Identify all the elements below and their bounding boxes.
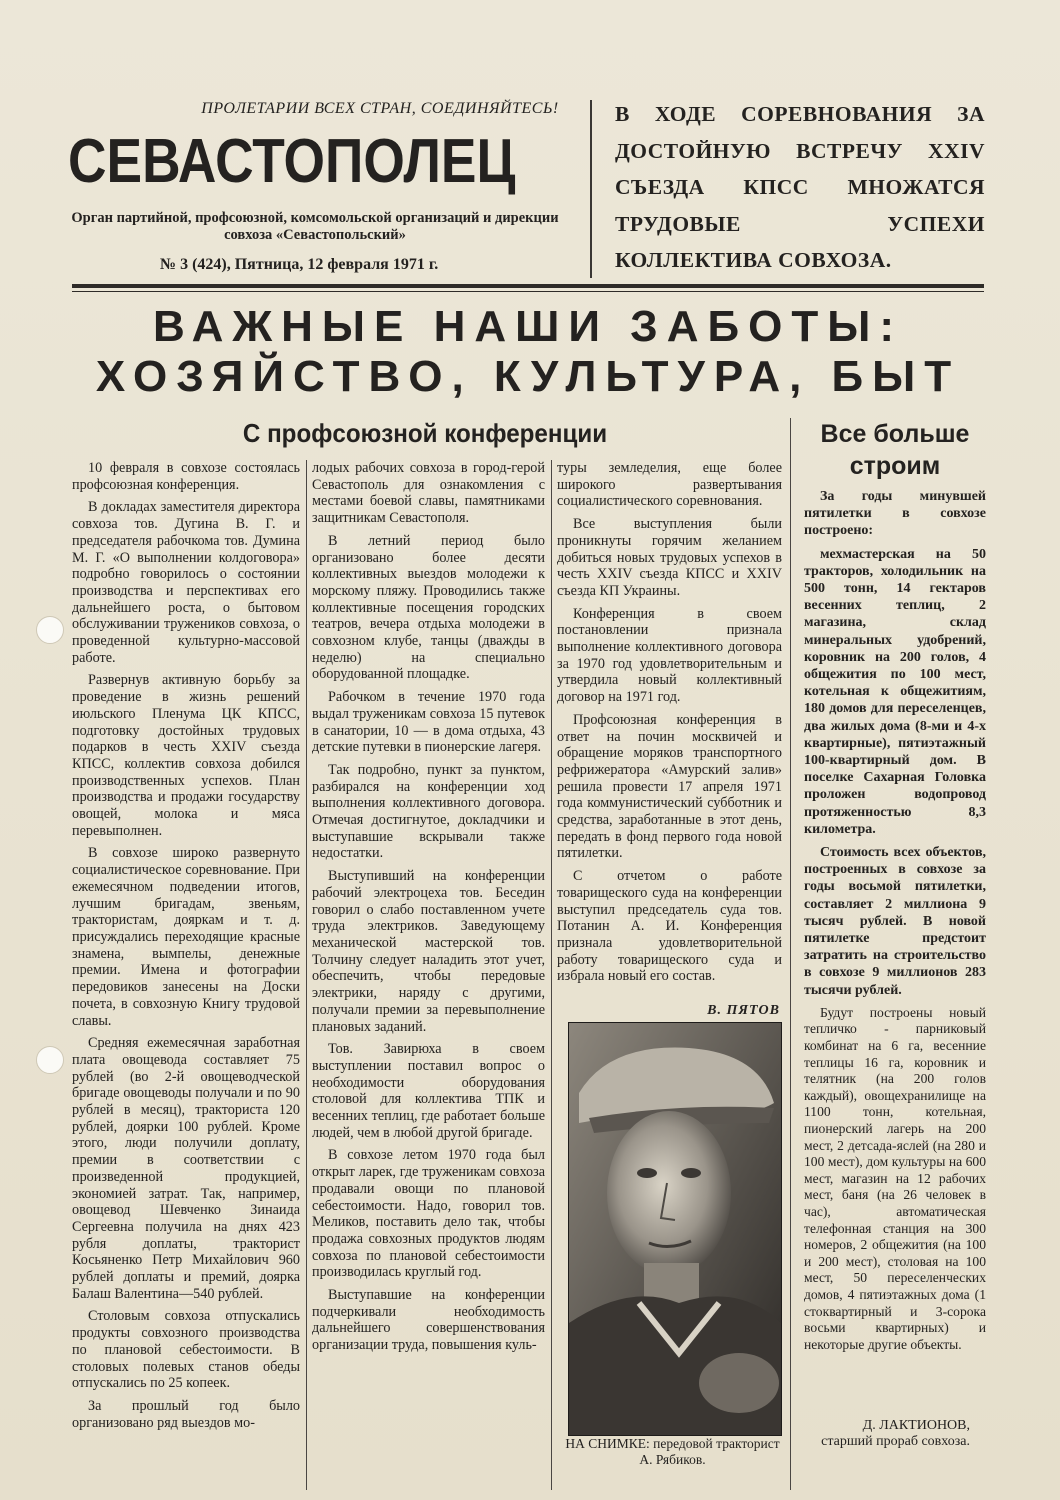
photo-caption: НА СНИМКЕ: передовой тракторист А. Рябиков. bbox=[565, 1436, 780, 1467]
paragraph: Так подробно, пункт за пунктом, разбирался на конференции ход выполнения коллективного договора. Отмечая достигнутое, докладчики и выступавшие вскрывали также недостатки. bbox=[312, 761, 545, 862]
header-rule-thin bbox=[72, 291, 984, 292]
article-signature: В. ПЯТОВ bbox=[707, 1003, 780, 1018]
article-column-1 bbox=[72, 460, 300, 1437]
paragraph: Стоимость всех объектов, построенных в совхозе за годы восьмой пятилетки, составляет 2 миллиона 9 тысяч рублей. В новой пятилетке предстоит затратить на строительство в совхозе 9 миллионов 283 тысячи рублей. bbox=[804, 845, 986, 998]
main-title-line2: ХОЗЯЙСТВО, КУЛЬТУРА, БЫТ bbox=[95, 352, 961, 401]
punch-hole bbox=[36, 1046, 64, 1074]
punch-hole bbox=[36, 616, 64, 644]
paragraph: С отчетом о работе товарищеского суда на конференции выступил председатель суда тов. Потанин А. И. Конференция признала удовлетворительной работу товарищеского суда и избрала новый его состав. bbox=[557, 868, 782, 985]
photo-tractor-driver bbox=[568, 1022, 782, 1436]
paragraph: В совхозе летом 1970 года был открыт ларек, где труженикам совхоза продавали овощи по плановой себестоимости. Надо, говорил тов. Меликов, поставить дело так, чтобы продажа совхозных продуктов людям совхоза по плановой себестоимости производилась круглый год. bbox=[312, 1147, 545, 1281]
paragraph: Профсоюзная конференция в ответ на почин москвичей и обращение моряков транспортного рефрижератора «Амурский залив» решила провести 17 апреля 1971 года коммунистический субботник и средства, заработанные в этот день, передать в фонд первого года новой пятилетки. bbox=[557, 711, 782, 862]
paragraph: За годы минувшей пятилетки в совхозе построено: bbox=[804, 489, 986, 539]
paragraph: Выступавшие на конференции подчеркивали необходимость дальнейшего совершенствования организации труда, повышения куль- bbox=[312, 1287, 545, 1354]
front-headline: В ХОДЕ СОРЕВНОВАНИЯ ЗА ДОСТОЙНУЮ ВСТРЕЧУ XXIV СЪЕЗДА КПСС МНОЖАТСЯ ТРУДОВЫЕ УСПЕХИ КОЛЛЕКТИВА СОВХОЗА. bbox=[615, 102, 985, 272]
paragraph: мехмастерская на 50 тракторов, холодильник на 500 тонн, 14 гектаров весенних теплиц, 2 магазина, склад минеральных удобрений, коровник на 200 голов, 4 общежития по 100 мест, котельная к общежитиям, 180 домов для переселенцев, два жилых дома (8-ми и 4-х квартирные), пятиэтажный 100-квартирный дом. В поселке Сахарная Головка проложен водопровод протяженностью 8,3 километра. bbox=[804, 546, 986, 837]
paragraph: Столовым совхоза отпускались продукты совхозного производства по плановой себестоимости. В столовых полевых станов обеды отпускались по 25 копеек. bbox=[72, 1308, 300, 1392]
portrait-image bbox=[569, 1023, 781, 1435]
paragraph: Выступивший на конференции рабочий электроцеха тов. Беседин говорил о слабо поставленном учете труда электриков. Заведующему механической мастерской тов. Толчину следует наладить этот учет, обеспечить, чтобы передовые электрики, наряду с другими, получали премии за перевыполнение плановых заданий. bbox=[312, 868, 545, 1035]
article-column-2 bbox=[312, 460, 545, 1360]
paragraph: В летний период было организовано более десяти коллективных выездов молодежи к морскому пляжу. Проводились также коллективные посещения городских театров, вечера отдыха молодежи в совхозном клубе, танцы (дважды в неделю) на специально оборудованной площадке. bbox=[312, 532, 545, 683]
paragraph: Средняя ежемесячная заработная плата овощевода составляет 75 рублей (во 2-й овощеводческой бригаде овощеводы получали и по 90 рублей в месяц), тракториста 120 рублей, доярки 100 рублей. Кроме этого, люди получили доплату, премии в соответствии с произведенной продукцией, экономией затрат. Так, например, овощевод Шевченко Зинаида Сергеевна получила на днях 423 рубля доплаты, тракторист Косьяненко Петр Михайлович 960 рублей доплаты и премий, доярка Балаш Валентина—540 рублей. bbox=[72, 1035, 300, 1302]
paragraph: В докладах заместителя директора совхоза тов. Дугина В. Г. и председателя рабочкома тов. Думина М. Г. «О выполнении колдоговора» подробно говорилось о состоянии производства и перспективах его дальнейшего роста, о бытовом обслуживании тружеников совхоза, о проведенной культурно-массовой работе. bbox=[72, 499, 300, 666]
paragraph: Тов. Завирюха в своем выступлении поставил вопрос о необходимости оборудования столовой для коллектива ТПК и весенних теплиц, где работает больше людей, чем в любой другой бригаде. bbox=[312, 1041, 545, 1141]
column-rule bbox=[790, 418, 791, 1490]
column-rule bbox=[551, 460, 552, 1490]
signature-name: Д. ЛАКТИОНОВ, bbox=[862, 1418, 970, 1433]
sidebar-title: Все больше строим bbox=[820, 420, 970, 480]
organ-subtitle: Орган партийной, профсоюзной, комсомольской организаций и дирекции совхоза «Севастопольский» bbox=[71, 210, 559, 243]
paragraph: За прошлый год было организовано ряд выездов мо- bbox=[72, 1397, 300, 1431]
article-column-3 bbox=[557, 460, 782, 991]
paragraph: 10 февраля в совхозе состоялась профсоюзная конференция. bbox=[72, 460, 300, 493]
sidebar-signature bbox=[804, 1418, 970, 1450]
issue-line: № 3 (424), Пятница, 12 февраля 1971 г. bbox=[160, 256, 439, 273]
article-subhead: С профсоюзной конференции bbox=[242, 418, 608, 448]
paragraph: лодых рабочих совхоза в город-герой Севастополь для ознакомления с местами боевой славы, памятниками защитникам Севастополя. bbox=[312, 460, 545, 527]
signature-role: старший прораб совхоза. bbox=[821, 1434, 970, 1449]
paragraph: Развернув активную борьбу за проведение в жизнь решений июльского Пленума ЦК КПСС, подготовку достойных трудовых подарков в честь XXIV съезда КПСС, коллектив совхоза добился производственных успехов. План производства и продажи государству овощей, молока и мяса перевыполнен. bbox=[72, 672, 300, 839]
paragraph: Будут построены новый тепличко - парниковый комбинат на 6 га, весенние теплицы 16 га, коровник и телятник (на 200 голов каждый), овощехранилище на 1100 тонн, котельная, пионерский лагерь на 200 мест, 2 детсада-яслей (на 280 и 100 мест), дом культуры на 600 мест, магазин на 12 рабочих мест, баня (на 26 человек в час), автоматическая телефонная станция на 300 номеров, 2 общежития (на 100 и 200 мест), столовая на 100 мест, 50 переселенческих домов, 4 пятиэтажных дома (1 стоквартирный и 3-сорока восьми квартирных) и некоторые другие объекты. bbox=[804, 1004, 986, 1352]
main-title-line1: ВАЖНЫЕ НАШИ ЗАБОТЫ: bbox=[153, 302, 903, 351]
column-rule bbox=[306, 460, 307, 1490]
paragraph: Все выступления были проникнуты горячим желанием добиться новых трудовых успехов в честь XXIV съезда КПСС и XXIV съезда КП Украины. bbox=[557, 516, 782, 599]
motto: ПРОЛЕТАРИИ ВСЕХ СТРАН, СОЕДИНЯЙТЕСЬ! bbox=[201, 100, 559, 117]
header-rule bbox=[72, 284, 984, 288]
paragraph: туры земледелия, еще более широкого развертывания социалистического соревнования. bbox=[557, 460, 782, 510]
paragraph: В совхозе широко развернуто социалистическое соревнование. При ежемесячном подведении итогов, лучшим бригадам, звеньям, трактористам, дояркам и т. д. присуждались переходящие красные знамена, вымпелы, денежные премии. Имена и фотографии передовиков занесены на Доски почета, в совхозную Книгу трудовой славы. bbox=[72, 845, 300, 1029]
masthead-title: СЕВАСТОПОЛЕЦ bbox=[68, 127, 516, 196]
header-divider bbox=[590, 100, 592, 278]
paragraph: Конференция в своем постановлении признала выполнение коллективного договора за 1970 год удовлетворительным и утвердила новый коллективный договор на 1971 год. bbox=[557, 605, 782, 706]
paragraph: Рабочком в течение 1970 года выдал труженикам совхоза 15 путевок в санатории, 10 — в дома отдыха, 43 детские путевки в пионерские лагеря. bbox=[312, 689, 545, 756]
sidebar-article bbox=[804, 488, 986, 1359]
